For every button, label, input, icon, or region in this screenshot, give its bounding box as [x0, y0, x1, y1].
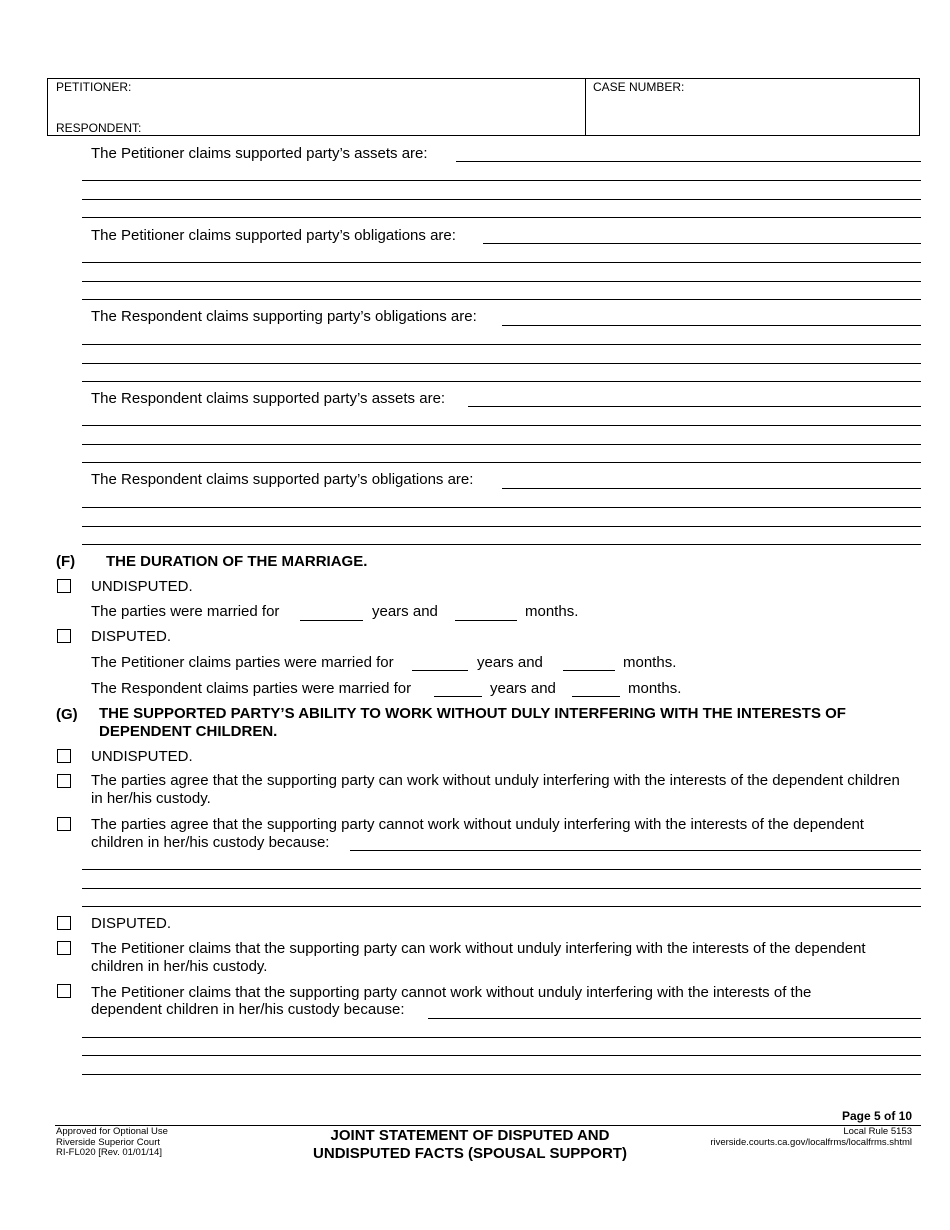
g-pet-can-text: The Petitioner claims that the supporting party can work without unduly interfering with the interests of the dependent children in her/his custody. [91, 940, 866, 975]
claim-pet-assets-line-3[interactable] [82, 199, 921, 200]
f-disputed-label: DISPUTED. [91, 628, 172, 645]
claim-pet-obligations-line-3[interactable] [82, 281, 921, 282]
claim-resp-obligations-line-2[interactable] [82, 507, 921, 508]
claim-resp-obligations-line-3[interactable] [82, 526, 921, 527]
footer-title-line2: UNDISPUTED FACTS (SPOUSAL SUPPORT) [313, 1145, 627, 1162]
section-f-title: THE DURATION OF THE MARRIAGE. [106, 553, 368, 570]
claim-pet-assets-line-4[interactable] [82, 217, 921, 218]
claim-resp-obligations-label: The Respondent claims supported party’s obligations are: [91, 471, 474, 488]
f-pet-months-label: months. [623, 654, 677, 671]
g-agree-can-checkbox[interactable] [57, 774, 71, 788]
g-pet-cannot-checkbox[interactable] [57, 984, 71, 998]
section-f-letter: (F) [56, 553, 76, 570]
claim-resp-assets-field[interactable] [468, 406, 921, 407]
g-agree-can-text: The parties agree that the supporting party can work without unduly interfering with the interests of the dependent children in her/his custody. [91, 772, 900, 807]
claim-pet-obligations-field[interactable] [483, 243, 921, 244]
claim-pet-assets-line-2[interactable] [82, 180, 921, 181]
section-g-title: THE SUPPORTED PARTY’S ABILITY TO WORK WITHOUT DULY INTERFERING WITH THE INTERESTS OF DEPENDENT CHILDREN. [99, 705, 846, 740]
footer-right-block [710, 1127, 912, 1148]
claim-pet-obligations-label: The Petitioner claims supported party’s obligations are: [91, 227, 456, 244]
claim-resp-supporting-obligations-line-3[interactable] [82, 363, 921, 364]
g-pet-cannot-line-4[interactable] [82, 1074, 921, 1075]
footer-left-block [56, 1127, 168, 1159]
f-pet-years-field[interactable] [412, 670, 468, 671]
f-resp-years-field[interactable] [434, 696, 482, 697]
footer-court: Riverside Superior Court [56, 1136, 161, 1148]
f-undisputed-checkbox[interactable] [57, 579, 71, 593]
respondent-label: RESPONDENT: [56, 121, 142, 135]
claim-pet-obligations-line-2[interactable] [82, 262, 921, 263]
footer-rule [55, 1125, 921, 1126]
g-agree-cannot-text-line1: The parties agree that the supporting party cannot work without unduly interfering with the interests of the dependent [91, 816, 864, 833]
f-married-months-field[interactable] [455, 620, 517, 621]
f-married-years-label: years and [372, 603, 438, 620]
g-undisputed-label: UNDISPUTED. [91, 748, 193, 765]
f-resp-married-prefix: The Respondent claims parties were married for [91, 680, 412, 697]
claim-resp-assets-line-2[interactable] [82, 425, 921, 426]
claim-pet-obligations-line-4[interactable] [82, 299, 921, 300]
g-pet-can-checkbox[interactable] [57, 941, 71, 955]
g-agree-cannot-checkbox[interactable] [57, 817, 71, 831]
g-pet-cannot-text-line1: The Petitioner claims that the supporting party cannot work without unduly interfering with the interests of the [91, 984, 812, 1001]
claim-resp-obligations-field[interactable] [502, 488, 921, 489]
footer-url[interactable]: riverside.courts.ca.gov/localfrms/localfrms.shtml [710, 1136, 912, 1148]
footer-form-number: RI-FL020 [Rev. 01/01/14] [56, 1147, 162, 1158]
claim-resp-supporting-obligations-line-4[interactable] [82, 381, 921, 382]
f-married-months-label: months. [525, 603, 579, 620]
f-resp-months-label: months. [628, 680, 682, 697]
f-pet-months-field[interactable] [563, 670, 615, 671]
g-agree-cannot-line-3[interactable] [82, 888, 921, 889]
f-resp-years-label: years and [490, 680, 556, 697]
case-number-label: CASE NUMBER: [593, 80, 685, 94]
caption-box [47, 78, 920, 136]
f-pet-married-prefix: The Petitioner claims parties were married for [91, 654, 394, 671]
f-disputed-checkbox[interactable] [57, 629, 71, 643]
footer-title-line1: JOINT STATEMENT OF DISPUTED AND [330, 1127, 610, 1144]
g-pet-cannot-line-2[interactable] [82, 1037, 921, 1038]
petitioner-label: PETITIONER: [56, 80, 132, 94]
g-agree-cannot-line-2[interactable] [82, 869, 921, 870]
claim-resp-supporting-obligations-label: The Respondent claims supporting party’s obligations are: [91, 308, 477, 325]
f-married-prefix: The parties were married for [91, 603, 280, 620]
claim-resp-obligations-line-4[interactable] [82, 544, 921, 545]
claim-resp-assets-label: The Respondent claims supported party’s assets are: [91, 390, 446, 407]
claim-pet-assets-label: The Petitioner claims supported party’s assets are: [91, 145, 428, 162]
caption-divider [585, 79, 586, 135]
claim-resp-assets-line-3[interactable] [82, 444, 921, 445]
footer-approved: Approved for Optional Use [56, 1126, 168, 1137]
claim-resp-assets-line-4[interactable] [82, 462, 921, 463]
g-agree-cannot-text-line2: children in her/his custody because: [91, 834, 330, 851]
g-pet-cannot-line-3[interactable] [82, 1055, 921, 1056]
g-pet-cannot-field[interactable] [428, 1018, 921, 1019]
f-pet-years-label: years and [477, 654, 543, 671]
f-married-years-field[interactable] [300, 620, 363, 621]
claim-resp-supporting-obligations-field[interactable] [502, 325, 921, 326]
claim-pet-assets-field[interactable] [456, 161, 921, 162]
f-undisputed-label: UNDISPUTED. [91, 578, 193, 595]
g-undisputed-checkbox[interactable] [57, 749, 71, 763]
claim-resp-supporting-obligations-line-2[interactable] [82, 344, 921, 345]
footer-form-title [250, 1127, 690, 1163]
f-resp-months-field[interactable] [572, 696, 620, 697]
section-g-letter: (G) [56, 706, 78, 723]
g-disputed-checkbox[interactable] [57, 916, 71, 930]
footer-local-rule: Local Rule 5153 [843, 1126, 912, 1137]
g-pet-cannot-text-line2: dependent children in her/his custody because: [91, 1001, 405, 1018]
page-number: Page 5 of 10 [841, 1109, 912, 1123]
g-agree-cannot-field[interactable] [350, 850, 921, 851]
g-disputed-label: DISPUTED. [91, 915, 172, 932]
g-agree-cannot-line-4[interactable] [82, 906, 921, 907]
